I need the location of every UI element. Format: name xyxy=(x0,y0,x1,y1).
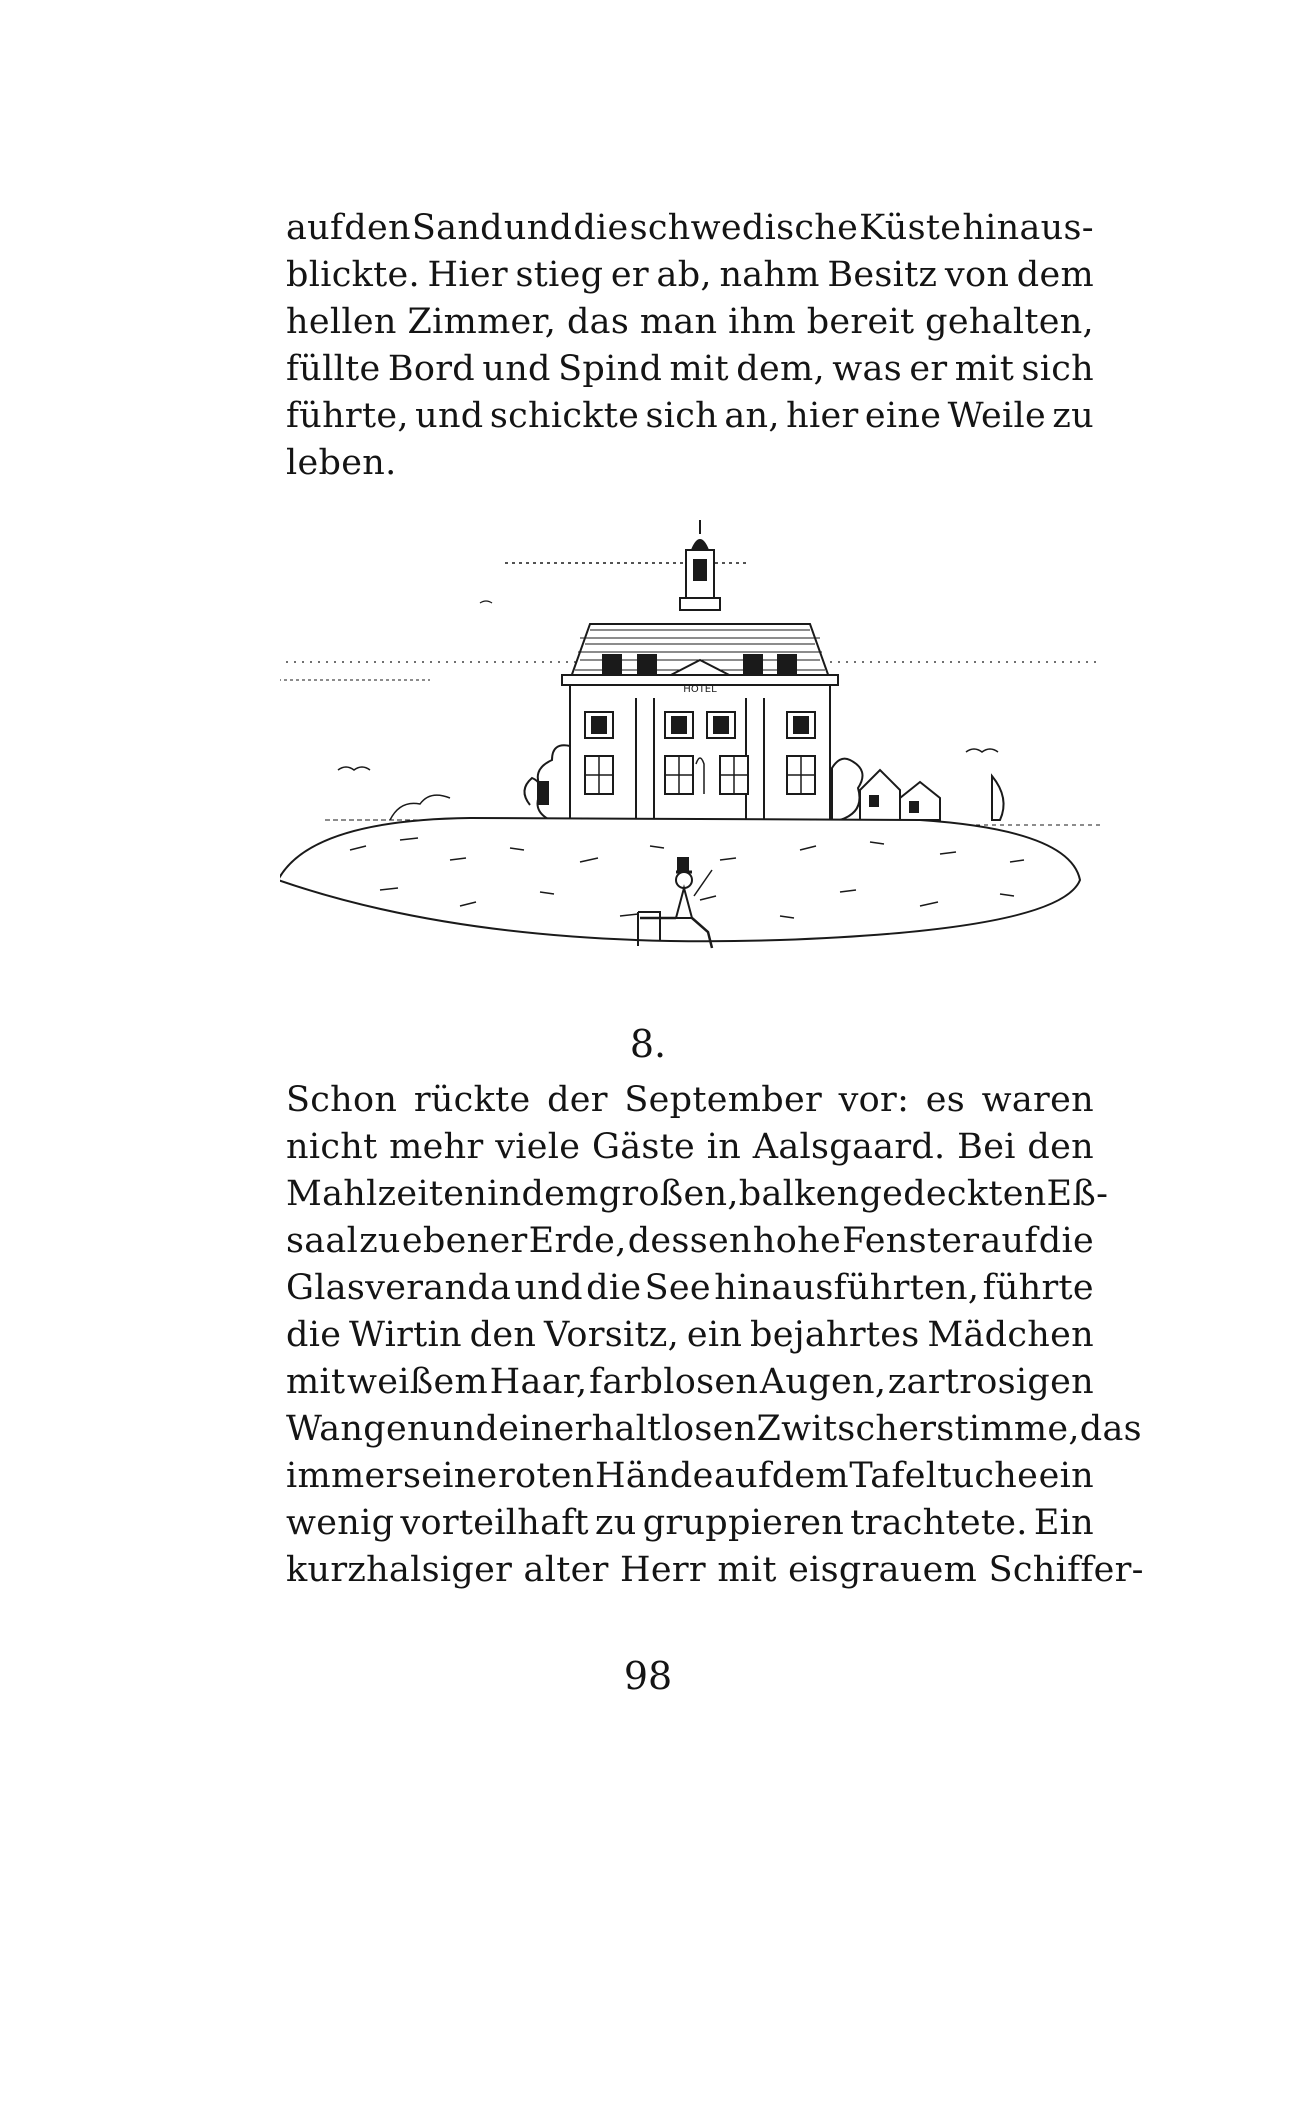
text-line: Glasveranda und die See hinausführten, führte xyxy=(286,1268,1094,1308)
chapter-number: 8. xyxy=(629,1022,667,1066)
text-line: mit weißem Haar, farblosen Augen, zartrosigen xyxy=(286,1362,1094,1402)
text-line: Wangen und einer haltlosen Zwitscherstimme, das xyxy=(286,1409,1142,1449)
hotel-illustration xyxy=(280,520,1100,980)
text-line: wenig vorteilhaft zu gruppieren trachtete. Ein xyxy=(286,1503,1094,1543)
text-line: leben. xyxy=(286,443,397,483)
text-line: die Wirtin den Vorsitz, ein bejahrtes Mädchen xyxy=(286,1315,1094,1355)
text-line: immer seine roten Hände auf dem Tafeltuche ein xyxy=(286,1456,1094,1496)
paragraph-top xyxy=(286,205,1094,487)
text-line: auf den Sand und die schwedische Küste hinaus- xyxy=(286,208,1094,248)
paragraph-bottom xyxy=(286,1077,1144,1594)
text-line: Mahlzeiten in dem großen, balkengedeckten Eß- xyxy=(286,1174,1109,1214)
page-number: 98 xyxy=(623,1654,673,1698)
text-line: füllte Bord und Spind mit dem, was er mit sich xyxy=(286,349,1094,389)
text-line: saal zu ebener Erde, dessen hohe Fenster auf die xyxy=(286,1221,1094,1261)
text-line: kurzhalsiger alter Herr mit eisgrauem Schiffer- xyxy=(286,1550,1144,1590)
text-line: blickte. Hier stieg er ab, nahm Besitz von dem xyxy=(286,255,1094,295)
text-line: nicht mehr viele Gäste in Aalsgaard. Bei den xyxy=(286,1127,1094,1167)
text-line: führte, und schickte sich an, hier eine Weile zu xyxy=(286,396,1094,436)
text-line: Schon rückte der September vor: es waren xyxy=(286,1080,1094,1120)
text-line: hellen Zimmer, das man ihm bereit gehalten, xyxy=(286,302,1094,342)
hotel-sign: HOTEL xyxy=(683,684,717,695)
